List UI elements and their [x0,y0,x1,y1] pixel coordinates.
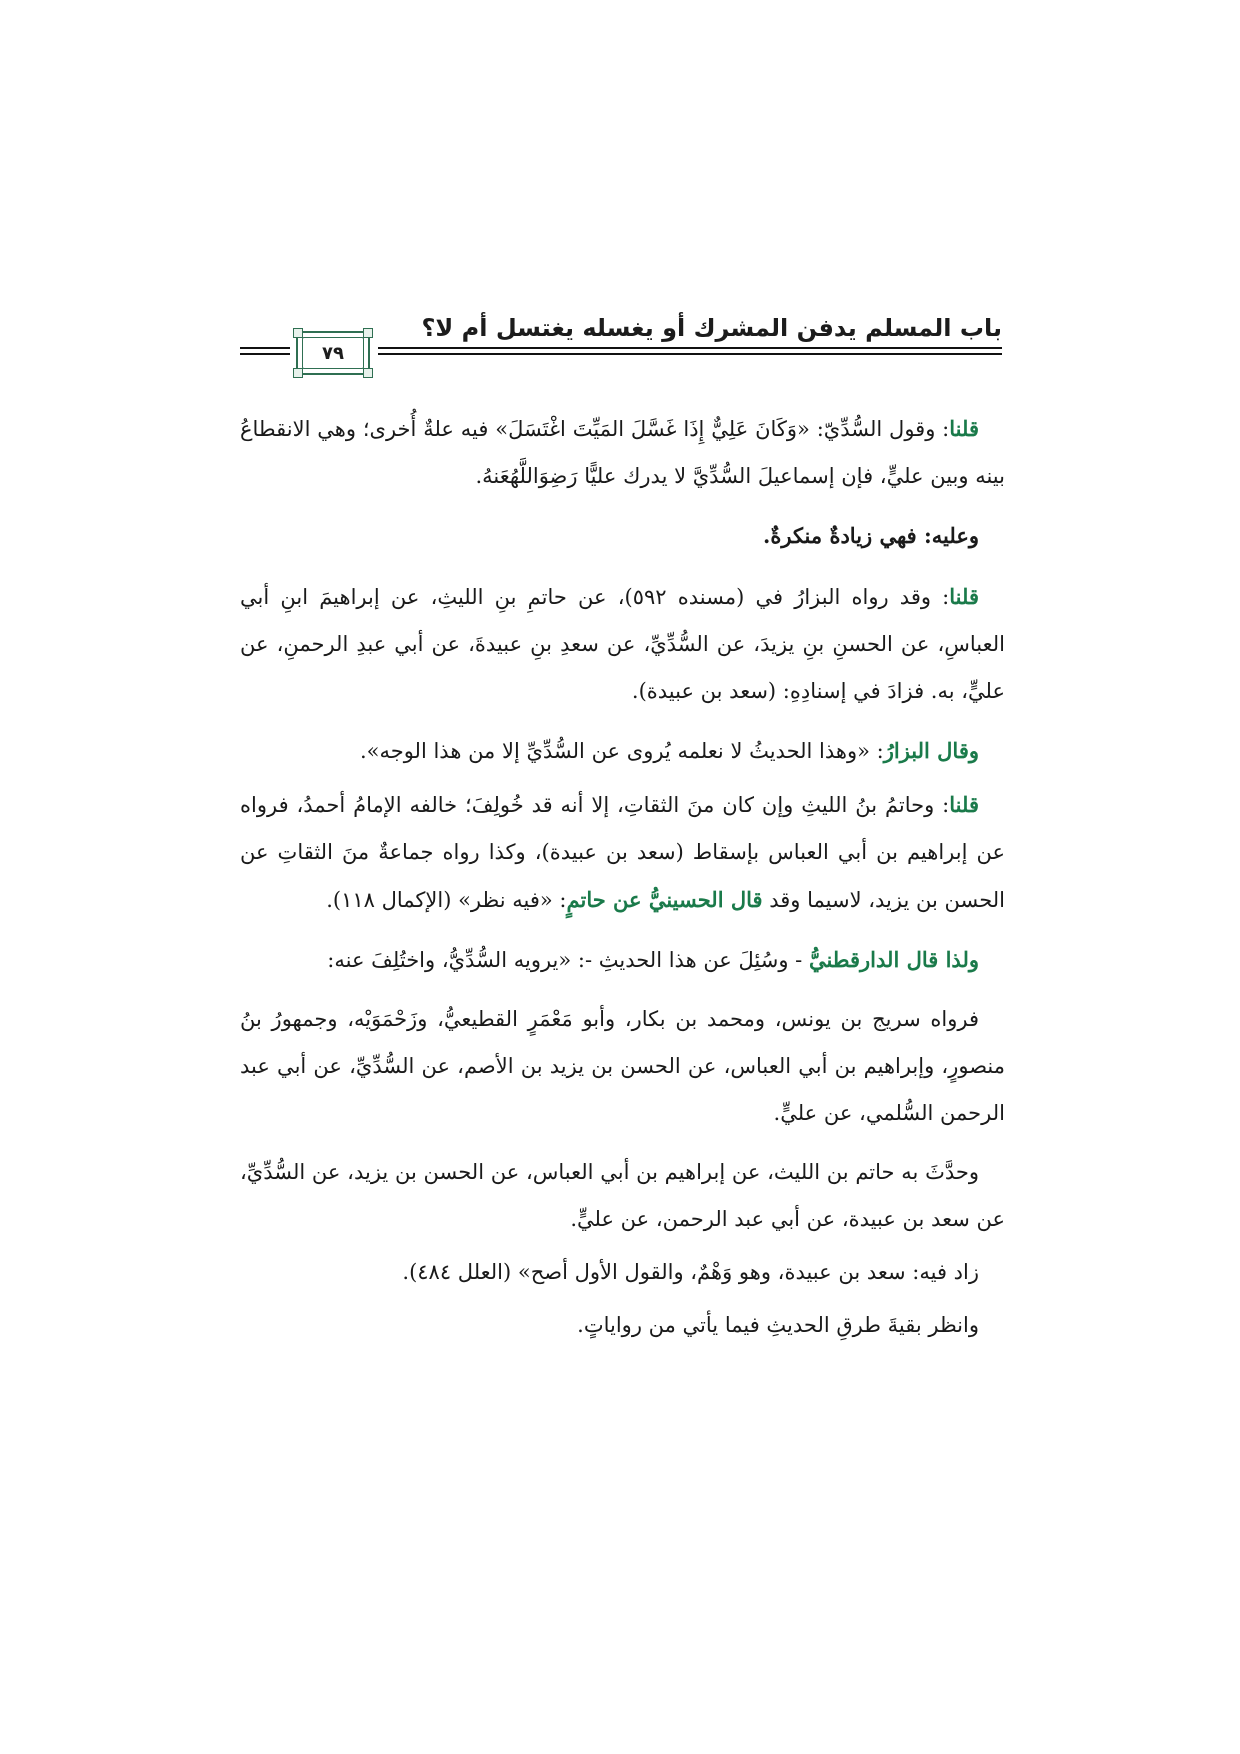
page-number: ٧٩ [302,337,364,369]
paragraph-1 [240,405,1005,500]
page-body [240,405,1005,1361]
paragraph-6: فرواه سريج بن يونس، ومحمد بن بكار، وأبو مَعْمَرٍ القطيعيُّ، وزَحْمَوَيْه، وجمهورُ بنُ منصورٍ، وإبراهيم بن أبي العباس، عن الحسن بن يزيد بن الأصم، عن السُّدِّيِّ، عن أبي عبد الرحمن السُّلمي، عن عليٍّ. [240,1007,1005,1125]
header-rule-left-bottom [240,353,290,355]
header-rule-left-top [240,347,290,349]
paragraph-2 [240,573,1005,715]
paragraph-lead: وقال البزارُ [883,738,979,763]
page-header [240,314,1002,384]
paragraph-7: وحدَّثَ به حاتم بن الليث، عن إبراهيم بن أبي العباس، عن الحسن بن يزيد، عن السُّدِّيِّ، عن سعد بن عبيدة، عن أبي عبد الرحمن، عن عليٍّ. [240,1160,1005,1231]
header-rule-right-top [378,347,1002,349]
paragraph-lead: ولذا قال الدارقطنيُّ [808,947,979,972]
paragraph-text: : «وهذا الحديثُ لا نعلمه يُروى عن السُّدِّيِّ إلا من هذا الوجه». [359,739,884,763]
paragraph-4 [240,781,1005,924]
paragraph-3 [240,727,1005,775]
paragraph-text-2: : «فيه نظر» (الإكمال ١١٨). [326,888,567,912]
chapter-title: باب المسلم يدفن المشرك أو يغسله يغتسل أم لا؟ [421,314,1002,342]
paragraph-5 [240,936,1005,984]
paragraph-9: وانظر بقيةَ طرقِ الحديثِ فيما يأتي من رواياتٍ. [577,1313,979,1337]
page-number-badge [296,331,370,375]
paragraph-text: : وقول السُّدِّيّ: «وَكَانَ عَلِيٌّ إِذَا غَسَّلَ المَيِّتَ اغْتَسَلَ» فيه علةٌ أُخرى؛ وهي الانقطاعُ بينه وبين عليٍّ، فإن إسماعيلَ السُّدِّيَّ لا يدرك عليًّا رَضِوَاللَّهُعَنهُ. [240,417,1005,488]
paragraph-lead: قلنا [949,584,979,609]
paragraph-8: زاد فيه: سعد بن عبيدة، وهو وَهْمٌ، والقول الأول أصح» (العلل ٤٨٤). [402,1260,979,1284]
paragraph-lead: قلنا [949,416,979,441]
conclusion-line: وعليه: فهي زيادةٌ منكرةٌ. [763,523,979,548]
paragraph-text: : وحاتمُ بنُ الليثِ وإن كان منَ الثقاتِ، إلا أنه قد خُولِفَ؛ خالفه الإمامُ أحمدُ، فرواه عن إبراهيم بن أبي العباس بإسقاط (سعد بن عبيدة)، وكذا رواه جماعةٌ منَ الثقاتِ عن الحسن بن يزيد، لاسيما وقد [240,793,1005,912]
paragraph-lead-2: قال الحسينيُّ عن حاتمٍ [566,887,763,912]
header-rule-right-bottom [378,353,1002,355]
paragraph-text: - وسُئِلَ عن هذا الحديثِ -: «يرويه السُّدِّيُّ، واختُلِفَ عنه: [327,948,809,972]
paragraph-text: : وقد رواه البزارُ في (مسنده ٥٩٢)، عن حاتمِ بنِ الليثِ، عن إبراهيمَ ابنِ أبي العباسِ، عن الحسنِ بنِ يزيدَ، عن السُّدِّيِّ، عن سعدِ بنِ عبيدةَ، عن أبي عبدِ الرحمنِ، عن عليٍّ، به. فزادَ في إسنادِهِ: (سعد بن عبيدة). [240,585,1005,703]
paragraph-lead: قلنا [949,792,979,817]
